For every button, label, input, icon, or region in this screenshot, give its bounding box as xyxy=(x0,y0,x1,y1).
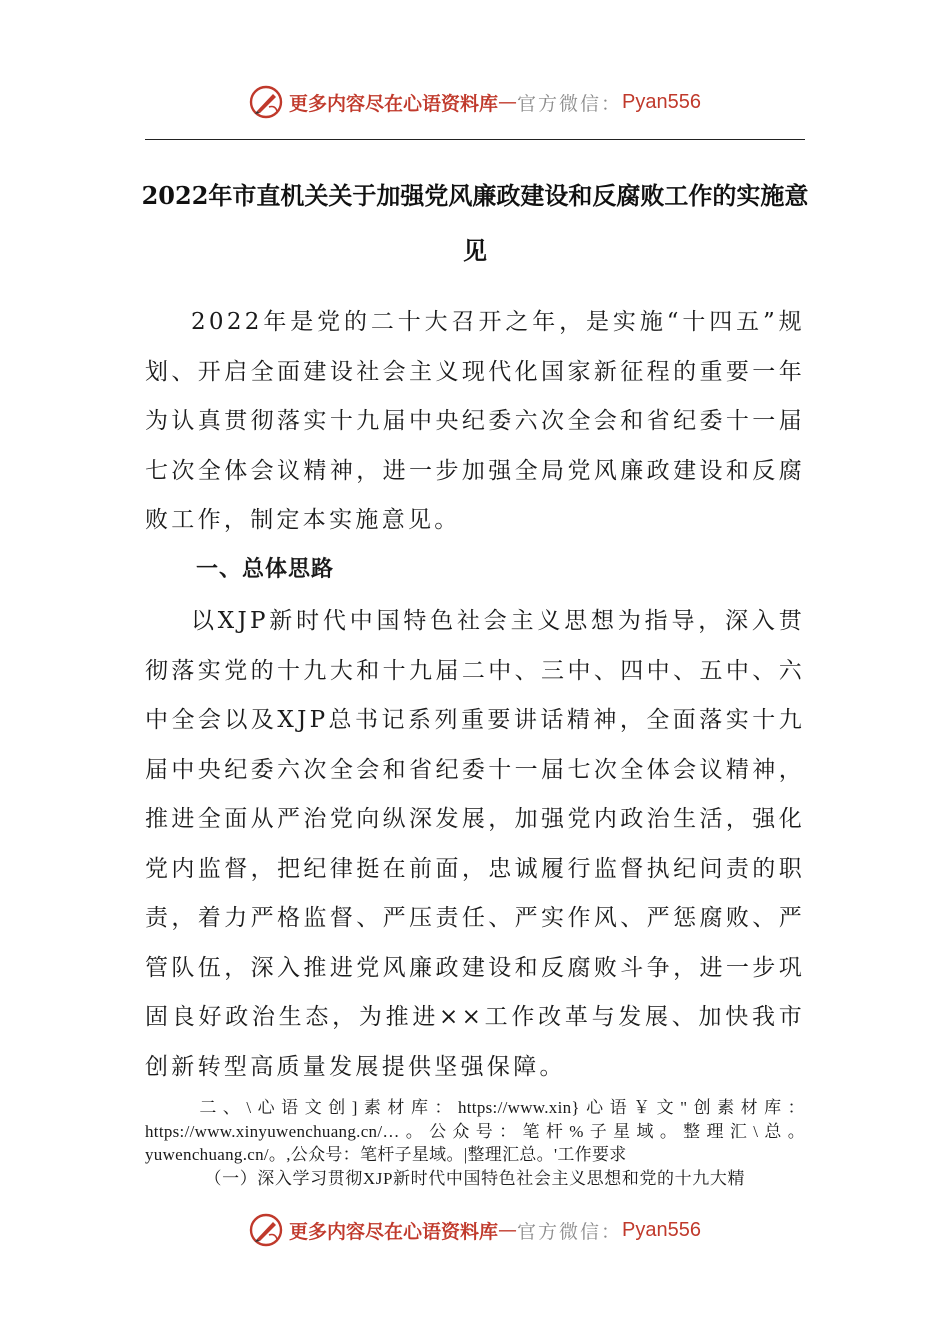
intro-paragraph: 2022年是党的二十大召开之年，是实施“十四五”规划、开启全面建设社会主义现代化国家新征程的重要一年为认真贯彻落实十九届中央纪委六次全会和省纪委十一届七次全体会议精神，进一步加强全局党风廉政建设和反腐败工作，制定本实施意见。 xyxy=(145,309,805,533)
section-heading: 一、总体思路 xyxy=(196,557,335,582)
footer-banner xyxy=(0,1210,950,1250)
banner-brand: 更多内容尽在心语资料库 xyxy=(289,92,499,115)
banner-dash: — xyxy=(498,91,518,113)
subsection-heading: （一）深入学习贯彻XJP新时代中国特色社会主义思想和党的十九大精 xyxy=(204,1169,746,1188)
header-banner xyxy=(0,82,950,122)
banner-account: Pyan556 xyxy=(622,90,701,113)
watermark-paragraph: 二、\心语文创]素材库：https://www.xin}心语￥文"创素材库：https://www.xinyuwenchuang.cn/…。公众号：笔杆%子星域。整理汇\总。yuwenchuang.cn/。,公众号：笔杆子星域。|整理汇总。'工作要求 xyxy=(145,1098,805,1164)
banner-account: Pyan556 xyxy=(622,1218,701,1241)
pen-logo-icon xyxy=(249,1213,283,1247)
document-title: 2022年市直机关关于加强党风廉政建设和反腐败工作的实施意见 xyxy=(141,181,809,265)
banner-wechat-label: 官方微信： xyxy=(517,1220,623,1243)
banner-wechat-label: 官方微信： xyxy=(517,92,623,115)
pen-logo-icon xyxy=(249,85,283,119)
banner-dash: — xyxy=(498,1219,518,1241)
guideline-paragraph: 以XJP新时代中国特色社会主义思想为指导，深入贯彻落实党的十九大和十九届二中、三中、四中、五中、六中全会以及XJP总书记系列重要讲话精神，全面落实十九届中央纪委六次全会和省纪委十一届七次全体会议精神，推进全面从严治党向纵深发展，加强党内政治生活，强化党内监督，把纪律挺在前面，忠诚履行监督执纪问责的职责，着力严格监督、严压责任、严实作风、严惩腐败、严管队伍，深入推进党风廉政建设和反腐败斗争，进一步巩固良好政治生态，为推进××工作改革与发展、加快我市创新转型高质量发展提供坚强保障。 xyxy=(145,608,805,1080)
banner-brand: 更多内容尽在心语资料库 xyxy=(289,1220,499,1243)
header-rule xyxy=(145,139,805,140)
